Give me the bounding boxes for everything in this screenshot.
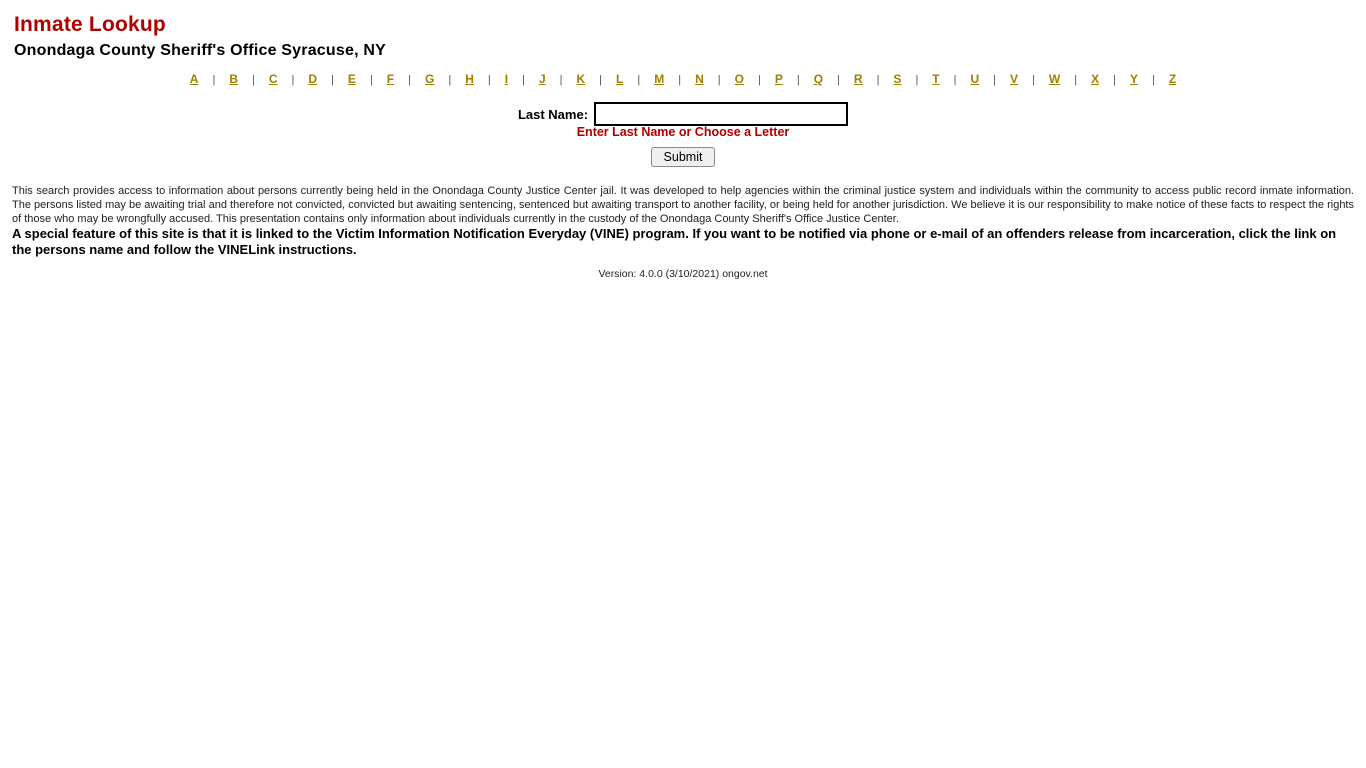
- alphabet-link-l[interactable]: L: [616, 72, 624, 86]
- alphabet-link-k[interactable]: K: [576, 72, 586, 86]
- alphabet-separator: |: [637, 74, 641, 86]
- alphabet-link-i[interactable]: I: [504, 72, 509, 86]
- page-subtitle: Onondaga County Sheriff's Office Syracuse, NY: [14, 42, 386, 59]
- alphabet-link-p[interactable]: P: [774, 72, 783, 86]
- alphabet-link-b[interactable]: B: [229, 72, 238, 86]
- alphabet-link-n[interactable]: N: [695, 72, 704, 86]
- last-name-label: Last Name:: [517, 106, 589, 122]
- alphabet-separator: |: [369, 74, 373, 86]
- alphabet-separator: |: [212, 74, 216, 86]
- alphabet-separator: |: [1074, 74, 1078, 86]
- alphabet-link-z[interactable]: Z: [1168, 72, 1177, 86]
- alphabet-separator: |: [915, 74, 919, 86]
- alphabet-separator: |: [522, 74, 525, 86]
- alphabet-link-v[interactable]: V: [1010, 72, 1019, 86]
- alphabet-link-c[interactable]: C: [268, 72, 278, 86]
- vine-note-text: A special feature of this site is that it is linked to the Victim Information Notification Everyday (VINE) program. If you want to be notified via phone or e-mail of an offenders release from incarceration, click the link on the persons name and follow the VINELink instructions.: [12, 226, 1337, 258]
- search-hint: Enter Last Name or Choose a Letter: [576, 125, 790, 139]
- alphabet-separator: |: [1151, 74, 1155, 86]
- alphabet-nav: [0, 72, 1366, 86]
- alphabet-link-m[interactable]: M: [654, 72, 665, 86]
- alphabet-link-x[interactable]: X: [1091, 72, 1100, 86]
- alphabet-separator: |: [678, 74, 682, 86]
- alphabet-separator: |: [252, 74, 255, 86]
- alphabet-link-s[interactable]: S: [893, 72, 902, 86]
- alphabet-separator: |: [331, 74, 334, 86]
- alphabet-link-e[interactable]: E: [347, 72, 356, 86]
- alphabet-link-t[interactable]: T: [932, 72, 940, 86]
- alphabet-separator: |: [408, 74, 411, 86]
- submit-row: [0, 147, 1366, 167]
- alphabet-separator: |: [876, 74, 880, 86]
- alphabet-link-w[interactable]: W: [1048, 72, 1061, 86]
- alphabet-link-f[interactable]: F: [386, 72, 395, 86]
- alphabet-link-o[interactable]: O: [734, 72, 744, 86]
- alphabet-separator: |: [448, 74, 452, 86]
- search-form: [0, 102, 1366, 126]
- alphabet-link-g[interactable]: G: [425, 72, 435, 86]
- alphabet-link-j[interactable]: J: [538, 72, 546, 86]
- alphabet-separator: |: [559, 74, 563, 86]
- alphabet-separator: |: [953, 74, 957, 86]
- alphabet-separator: |: [757, 74, 761, 86]
- submit-button[interactable]: Submit: [651, 147, 716, 167]
- alphabet-separator: |: [487, 74, 491, 86]
- page-title: Inmate Lookup: [14, 13, 166, 36]
- last-name-input[interactable]: [594, 102, 848, 126]
- alphabet-link-y[interactable]: Y: [1129, 72, 1138, 86]
- alphabet-separator: |: [599, 74, 603, 86]
- disclaimer-text: This search provides access to information about persons currently being held in the Onondaga County Justice Center jail. It was developed to help agencies within the criminal justice system and individuals within the community to access public record inmate information. The persons listed may be awaiting trial and therefore not convicted, convicted but awaiting sentencing, sentenced but awaiting transport to another facility, or being held for another jurisdiction. We believe it is our responsibility to make notice of these facts to respect the rights of those who may be wrongfully accused. This presentation contains only information about individuals currently in the custody of the Onondaga County Sheriff's Office Justice Center.: [12, 185, 1354, 225]
- alphabet-link-a[interactable]: A: [189, 72, 199, 86]
- alphabet-link-d[interactable]: D: [308, 72, 318, 86]
- alphabet-separator: |: [993, 74, 997, 86]
- alphabet-separator: |: [1113, 74, 1116, 86]
- version-text: Version: 4.0.0 (3/10/2021) ongov.net: [598, 268, 768, 280]
- alphabet-separator: |: [717, 74, 721, 86]
- alphabet-separator: |: [837, 74, 840, 86]
- alphabet-link-q[interactable]: Q: [813, 72, 824, 86]
- alphabet-separator: |: [1032, 74, 1035, 86]
- alphabet-link-u[interactable]: U: [970, 72, 980, 86]
- alphabet-link-h[interactable]: H: [465, 72, 474, 86]
- alphabet-separator: |: [291, 74, 295, 86]
- alphabet-separator: |: [796, 74, 800, 86]
- alphabet-link-r[interactable]: R: [853, 72, 863, 86]
